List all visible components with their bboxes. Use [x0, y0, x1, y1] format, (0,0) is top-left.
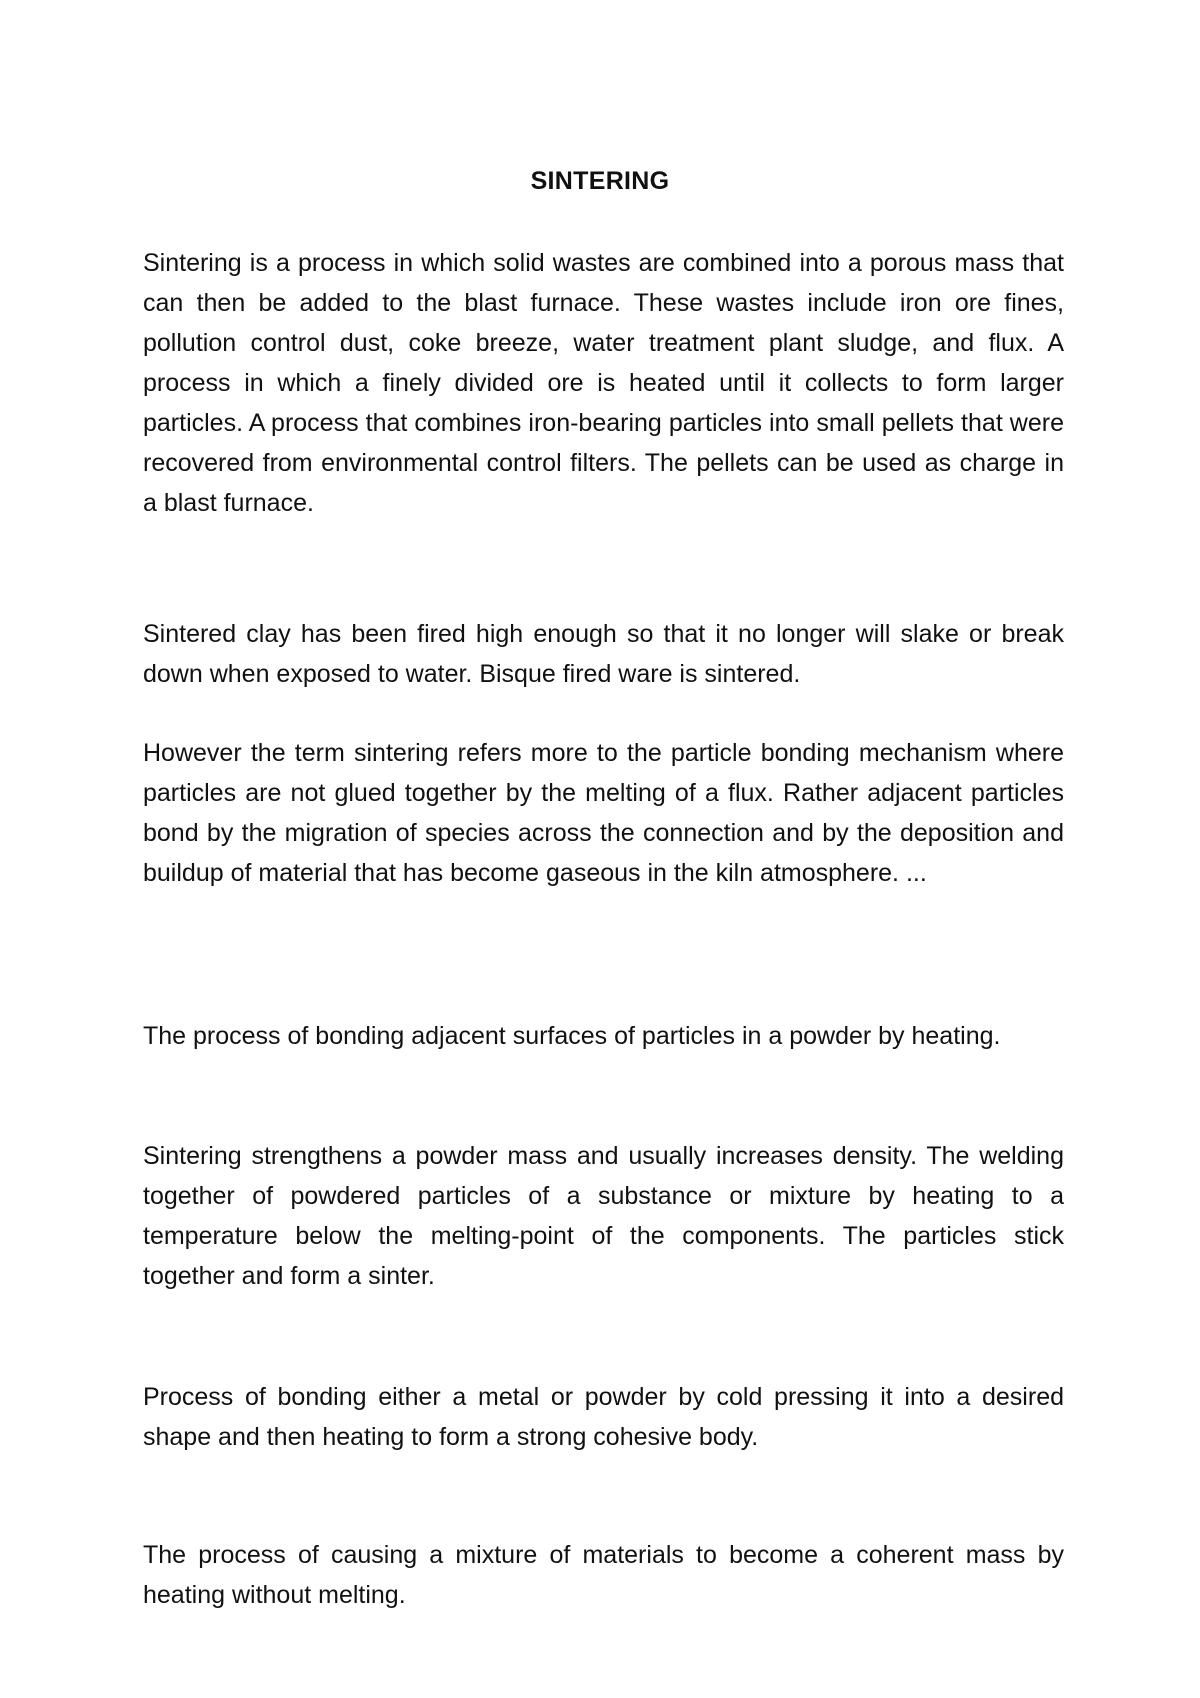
- paragraph-sintered-clay: Sintered clay has been fired high enough so that it no longer will slake or break down when exposed to water. Bisque fired ware is sintered.: [143, 620, 1064, 688]
- document-title: SINTERING: [530, 167, 670, 195]
- paragraph-cold-pressing: Process of bonding either a metal or powder by cold pressing it into a desired shape and then heating to form a strong cohesive body.: [143, 1383, 1064, 1451]
- paragraph-strengthens-powder: Sintering strengthens a powder mass and usually increases density. The welding together of powdered particles of a substance or mixture by heating to a temperature below the melting-point of the components. The particles stick together and form a sinter.: [143, 1142, 1064, 1290]
- paragraph-coherent-mass: The process of causing a mixture of materials to become a coherent mass by heating without melting.: [143, 1541, 1064, 1609]
- paragraph-particle-bonding: However the term sintering refers more to the particle bonding mechanism where particles are not glued together by the melting of a flux. Rather adjacent particles bond by the migration of species across the connection and by the deposition and buildup of material that has become gaseous in the kiln atmosphere. ...: [143, 739, 1064, 887]
- paragraph-bonding-adjacent-surfaces: The process of bonding adjacent surfaces of particles in a powder by heating.: [143, 1022, 1001, 1050]
- paragraph-sintering-definition: Sintering is a process in which solid wastes are combined into a porous mass that can then be added to the blast furnace. These wastes include iron ore fines, pollution control dust, coke breeze, water treatment plant sludge, and flux. A process in which a finely divided ore is heated until it collects to form larger particles. A process that combines iron-bearing particles into small pellets that were recovered from environmental control filters. The pellets can be used as charge in a blast furnace.: [143, 249, 1064, 517]
